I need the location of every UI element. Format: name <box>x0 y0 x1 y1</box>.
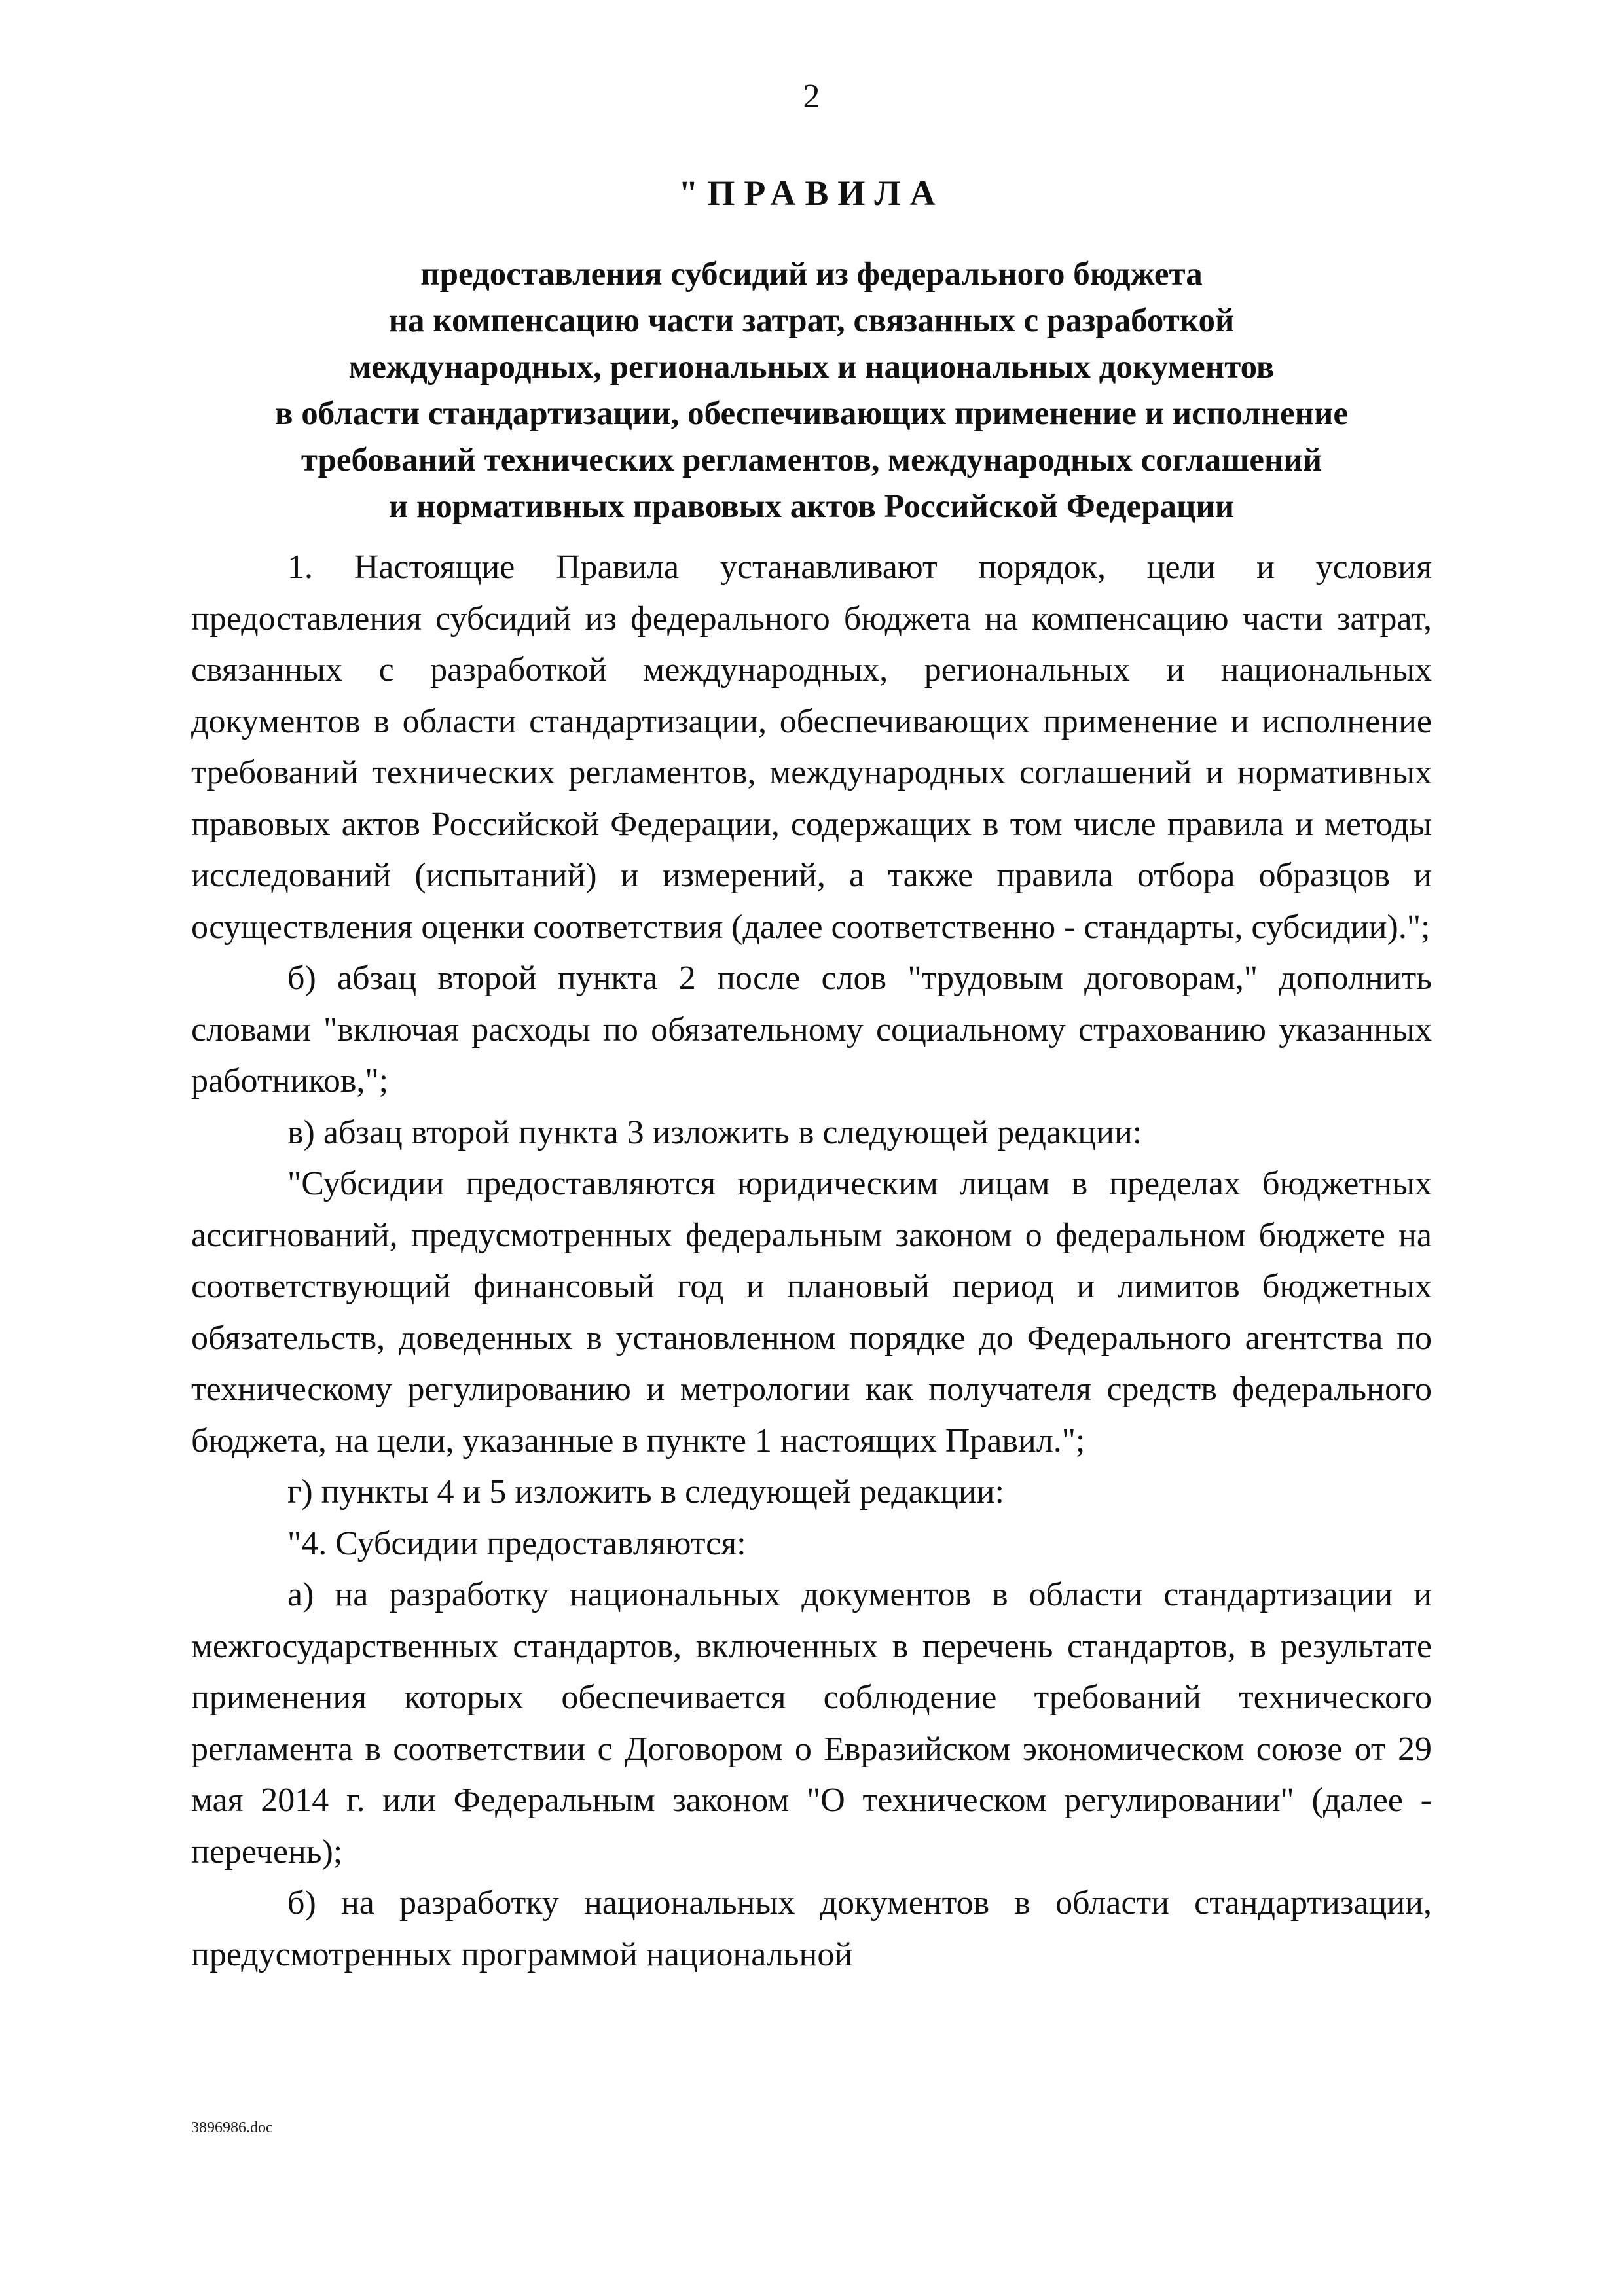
paragraph-4a: а) на разработку национальных документов в области стандартизации и межгосударственных стандартов, включенных в перечень стандартов, в результате применения которых обеспечивается соблюдение требований технического регламента в соответствии с Договором о Евразийском экономическом союзе от 29 мая 2014 г. или Федеральным законом "О техническом регулировании" (далее - перечень); <box>191 1576 1432 1871</box>
paragraph-4b: б) на разработку национальных документов в области стандартизации, предусмотренных программой национальной <box>191 1884 1432 1973</box>
title-line: международных, региональных и национальных документов <box>348 349 1275 386</box>
paragraph-4: "4. Субсидии предоставляются: <box>287 1524 746 1562</box>
title-line: требований технических регламентов, международных соглашений <box>301 442 1322 478</box>
document-file-code: 3896986.doc <box>191 2119 273 2136</box>
title-line: предоставления субсидий из федерального бюджета <box>420 256 1203 293</box>
paragraph-v: в) абзац второй пункта 3 изложить в следующей редакции: <box>287 1113 1142 1151</box>
title-line: на компенсацию части затрат, связанных с разработкой <box>388 302 1235 339</box>
document-body <box>191 542 1432 1981</box>
title-heading: "ПРАВИЛА <box>678 173 945 213</box>
paragraph-subsidies-quote: "Субсидии предоставляются юридическим лицам в пределах бюджетных ассигнований, предусмотренных федеральным законом о федеральном бюджете на соответствующий финансовый год и плановый период и лимитов бюджетных обязательств, доведенных в установленном порядке до Федерального агентства по техническому регулированию и метрологии как получателя средств федерального бюджета, на цели, указанные в пункте 1 настоящих Правил."; <box>191 1165 1432 1460</box>
paragraph-1: 1. Настоящие Правила устанавливают порядок, цели и условия предоставления субсидий из федерального бюджета на компенсацию части затрат, связанных с разработкой международных, региональных и национальных документов в области стандартизации, обеспечивающих применение и исполнение требований технических регламентов, международных соглашений и нормативных правовых актов Российской Федерации, содержащих в том числе правила и методы исследований (испытаний) и измерений, а также правила отбора образцов и осуществления оценки соответствия (далее соответственно - стандарты, субсидии)."; <box>191 548 1432 946</box>
document-title <box>151 165 1472 530</box>
title-subtitle <box>151 251 1472 530</box>
title-line: и нормативных правовых актов Российской Федерации <box>388 488 1235 525</box>
title-line: в области стандартизации, обеспечивающих применение и исполнение <box>274 395 1349 432</box>
paragraph-g: г) пункты 4 и 5 изложить в следующей редакции: <box>287 1473 1004 1511</box>
page-number: 2 <box>803 78 820 115</box>
paragraph-b: б) абзац второй пункта 2 после слов "трудовым договорам," дополнить словами "включая расходы по обязательному социальному страхованию указанных работников,"; <box>191 960 1432 1100</box>
